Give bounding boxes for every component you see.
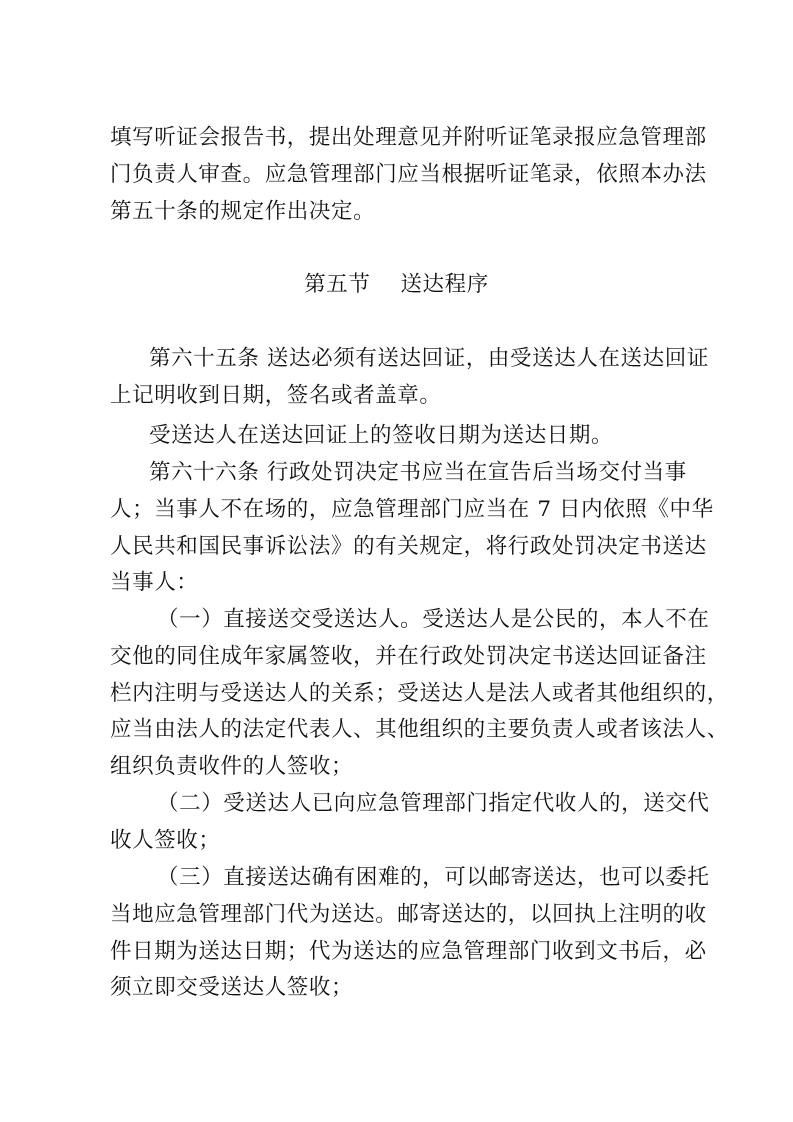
text-line: 人；当事人不在场的，应急管理部门应当在 7 日内依照《中华 <box>110 496 714 522</box>
text-line: 第六十五条 送达必须有送达回证，由受送达人在送达回证 <box>149 346 709 371</box>
text-line: 当事人： <box>110 570 199 596</box>
text-line: 填写听证会报告书，提出处理意见并附听证笔录报应急管理部 <box>110 125 707 150</box>
text-line: 门负责人审查。应急管理部门应当根据听证笔录，依照本办法 <box>110 161 707 187</box>
item-1-paragraph <box>110 602 729 786</box>
text-line: 收人签收； <box>110 827 221 853</box>
text-line: 应当由法人的法定代表人、其他组织的主要负责人或者该法人、 <box>110 717 729 743</box>
text-line: 组织负责收件的人签收； <box>110 754 354 780</box>
section-title: 送达程序 <box>400 272 489 297</box>
continuation-paragraph <box>110 120 707 230</box>
text-line: 件日期为送达日期；代为送达的应急管理部门收到文书后，必 <box>110 938 707 964</box>
text-line: 人民共和国民事诉讼法》的有关规定，将行政处罚决定书送达 <box>110 533 707 559</box>
text-line: 上记明收到日期，签名或者盖章。 <box>110 382 442 408</box>
item-3-paragraph <box>110 860 710 1007</box>
text-line: 栏内注明与受送达人的关系；受送达人是法人或者其他组织的， <box>110 680 729 706</box>
text-line: 受送达人在送达回证上的签收日期为送达日期。 <box>149 423 614 448</box>
text-line: （三）直接送达确有困难的，可以邮寄送达，也可以委托 <box>157 865 710 890</box>
text-line: 第五十条的规定作出决定。 <box>110 198 376 224</box>
text-line: 当地应急管理部门代为送达。邮寄送达的，以回执上注明的收 <box>110 901 707 927</box>
article-66-paragraph <box>110 455 714 602</box>
text-line: 交他的同住成年家属签收，并在行政处罚决定书送达回证备注 <box>110 643 707 669</box>
section-number: 第五节 <box>304 272 371 297</box>
text-line: （一）直接送交受送达人。受送达人是公民的，本人不在 <box>157 607 710 632</box>
article-65-second-paragraph <box>110 418 688 455</box>
section-heading <box>0 267 793 304</box>
text-line: 第六十六条 行政处罚决定书应当在宣告后当场交付当事 <box>149 460 687 485</box>
text-line: （二）受送达人已向应急管理部门指定代收人的，送交代 <box>157 791 710 816</box>
text-line: 须立即交受送达人签收； <box>110 975 354 1001</box>
item-2-paragraph <box>110 786 710 860</box>
article-65-paragraph <box>110 341 709 415</box>
